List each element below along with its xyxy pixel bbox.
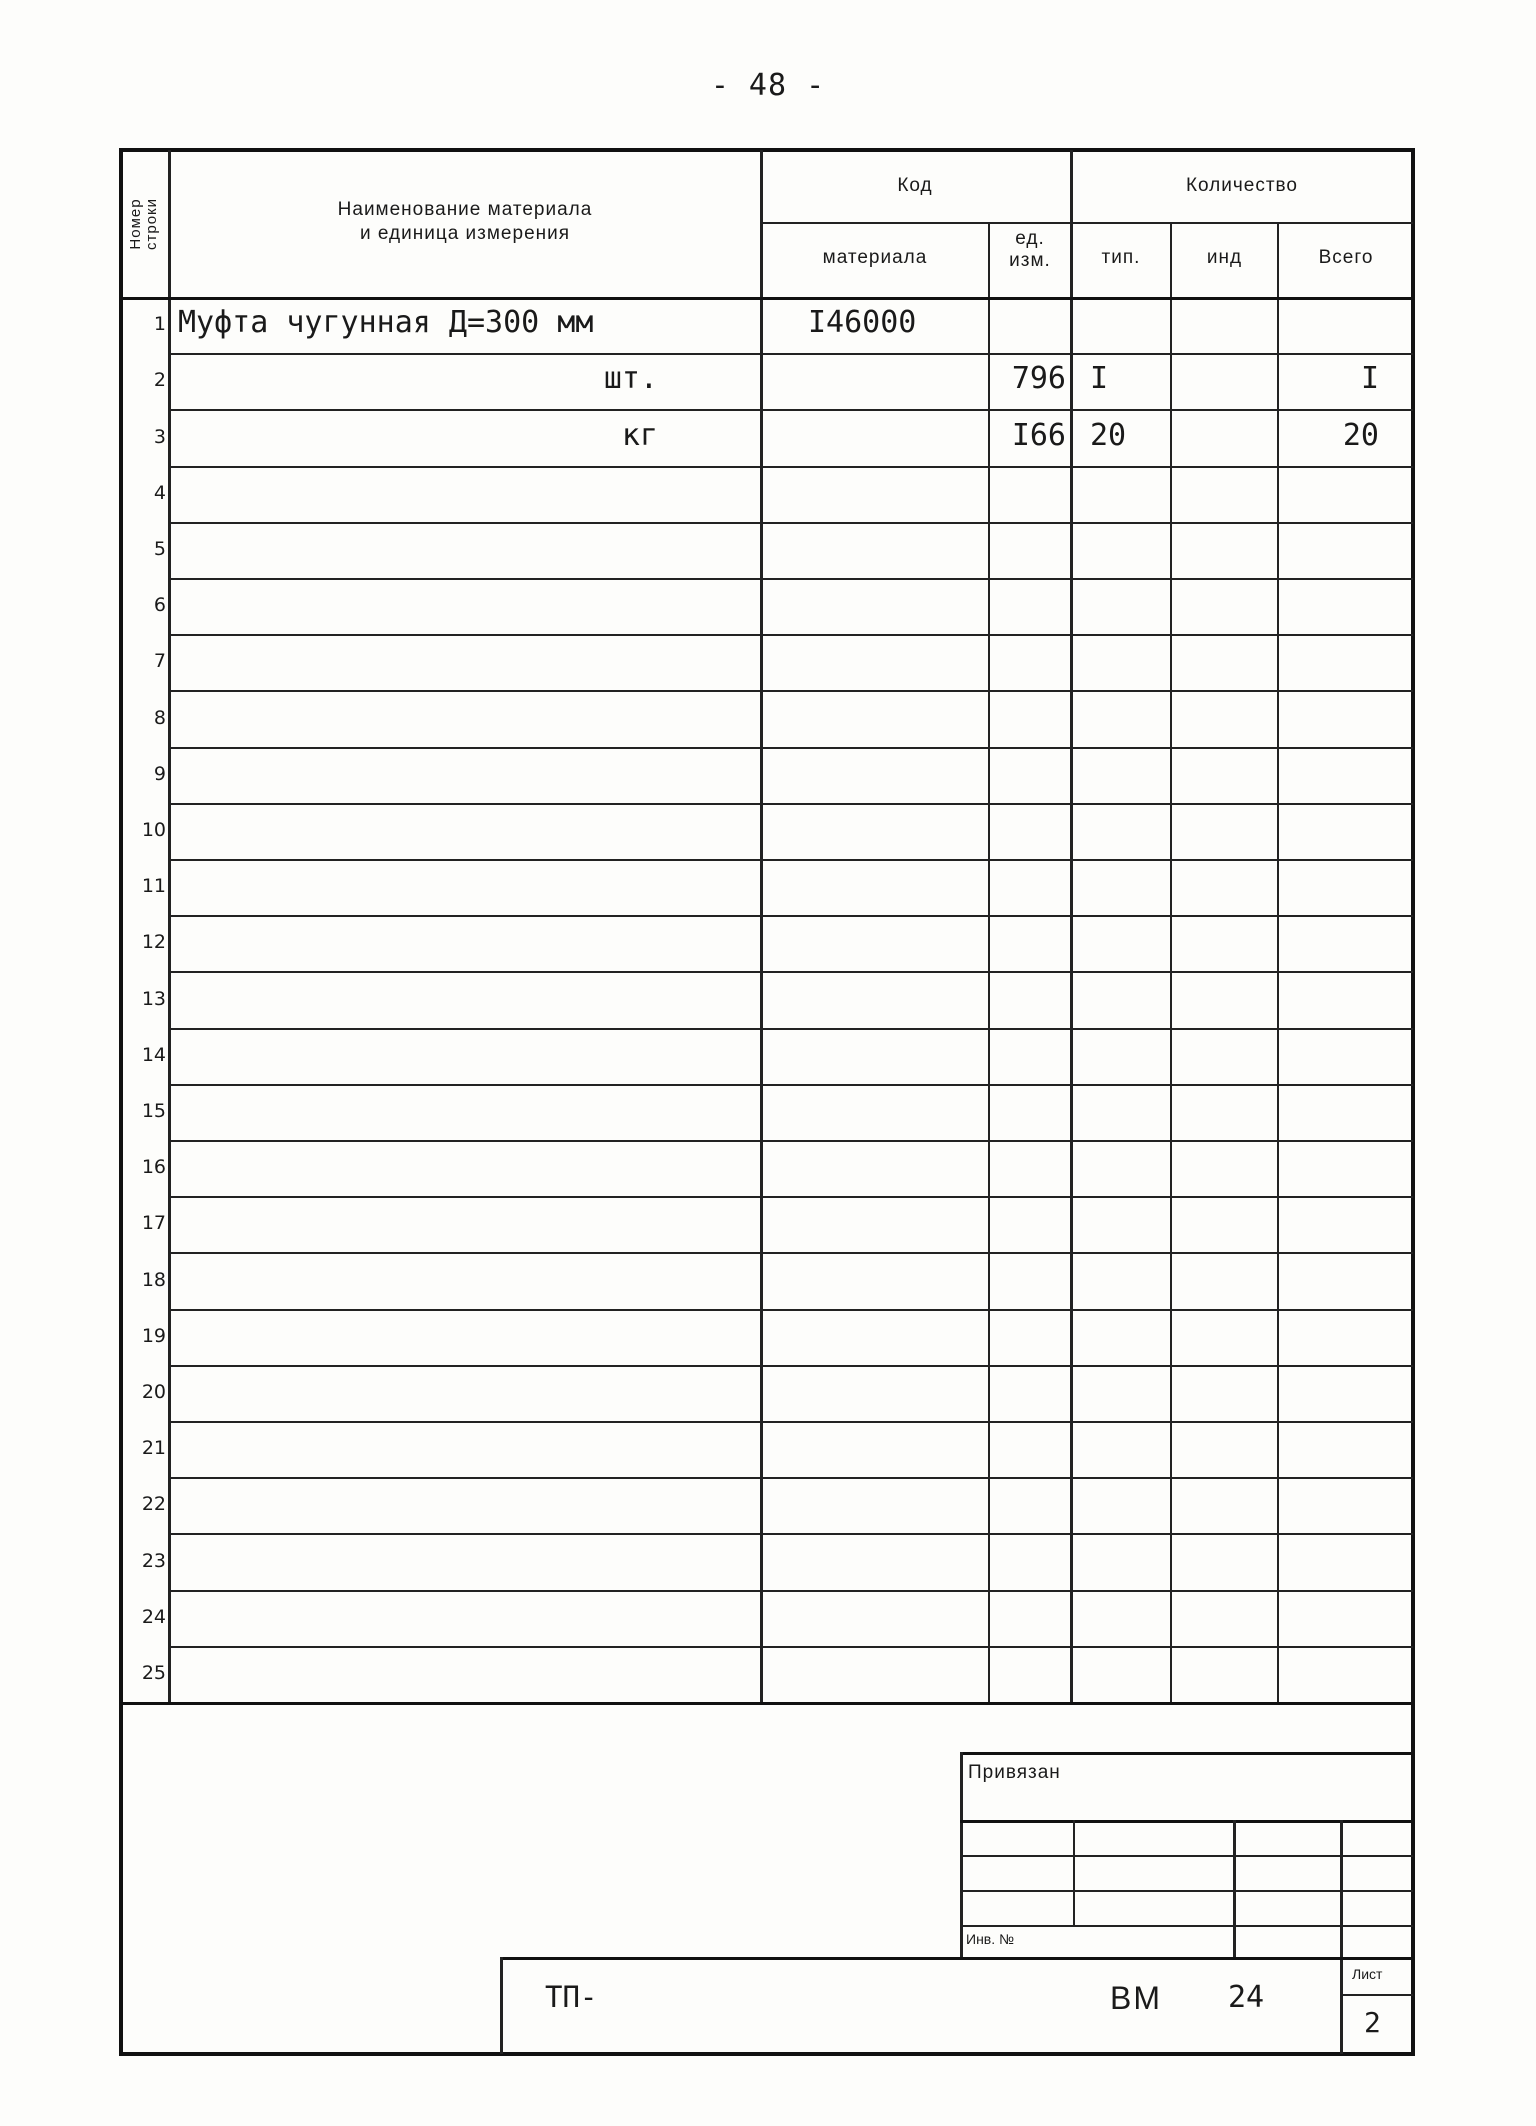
- row-divider: [170, 1140, 1413, 1142]
- row-divider: [170, 466, 1413, 468]
- row-number: 20: [141, 1380, 166, 1403]
- row-qty-typ: 20: [1090, 417, 1127, 453]
- row-number: 1: [153, 313, 166, 336]
- row-divider: [170, 803, 1413, 805]
- row-number: 5: [153, 537, 166, 560]
- row-number: 13: [141, 987, 166, 1010]
- stamp-attached: Привязан: [968, 1762, 1061, 1783]
- header-qty-typ: тип.: [1101, 247, 1141, 268]
- col-divider-name: [760, 150, 763, 1702]
- row-number: 19: [141, 1324, 166, 1347]
- col-divider-typ: [1170, 222, 1172, 1702]
- stamp-col-3: [1340, 1820, 1343, 2054]
- row-number: 2: [153, 369, 166, 392]
- row-number: 23: [141, 1549, 166, 1572]
- row-divider: [170, 915, 1413, 917]
- header-code-unit: ед. изм.: [1009, 228, 1051, 271]
- row-divider: [170, 353, 1413, 355]
- row-divider: [170, 1533, 1413, 1535]
- row-number: 18: [141, 1268, 166, 1291]
- stamp-sheet-divider: [1340, 1994, 1413, 1996]
- col-divider-rownum: [168, 150, 171, 1702]
- stamp-line-3: [960, 1890, 1413, 1892]
- row-number: 24: [141, 1605, 166, 1628]
- stamp-col-1: [1073, 1820, 1075, 1925]
- header-code: Код: [897, 175, 933, 196]
- stamp-mark-number: 24: [1228, 1980, 1265, 2015]
- row-number: 25: [141, 1661, 166, 1684]
- row-number: 3: [153, 425, 166, 448]
- stamp-col-2: [1233, 1820, 1236, 1957]
- header-row-number-label: Номер строки: [127, 197, 160, 250]
- row-divider: [170, 1196, 1413, 1198]
- col-divider-code: [1070, 150, 1073, 1702]
- row-number: 10: [141, 818, 166, 841]
- row-number: 12: [141, 931, 166, 954]
- page-number: - 48 -: [710, 68, 826, 103]
- stamp-line-2: [960, 1855, 1413, 1857]
- row-divider: [170, 522, 1413, 524]
- row-number: 21: [141, 1437, 166, 1460]
- row-unit-code: 796: [1011, 361, 1066, 397]
- row-number: 14: [141, 1043, 166, 1066]
- row-number: 4: [153, 481, 166, 504]
- row-unit-name: шт.: [603, 361, 658, 397]
- row-qty-total: 20: [1342, 417, 1379, 453]
- row-divider: [170, 1365, 1413, 1367]
- row-number: 22: [141, 1493, 166, 1516]
- row-divider: [170, 578, 1413, 580]
- header-qty: Количество: [1185, 175, 1299, 196]
- stamp-mark: ВМ: [1110, 1980, 1162, 2016]
- row-divider: [170, 747, 1413, 749]
- stamp-line-1: [960, 1820, 1413, 1823]
- row-divider: [170, 1590, 1413, 1592]
- row-number: 6: [153, 594, 166, 617]
- stamp-doc-code: ТП-: [545, 1980, 598, 2014]
- row-divider: [170, 409, 1413, 411]
- row-divider: [170, 1421, 1413, 1423]
- row-divider: [170, 1084, 1413, 1086]
- row-qty-total: I: [1360, 361, 1379, 397]
- row-number: 8: [153, 706, 166, 729]
- row-divider: [170, 634, 1413, 636]
- stamp-sheet-number: 2: [1364, 2006, 1381, 2039]
- row-material-code: I46000: [808, 305, 917, 341]
- header-qty-total: Всего: [1318, 247, 1374, 268]
- row-number: 17: [141, 1212, 166, 1235]
- row-number: 15: [141, 1099, 166, 1122]
- header-bottom-line: [121, 297, 1413, 300]
- row-number: 16: [141, 1156, 166, 1179]
- row-divider: [170, 1477, 1413, 1479]
- stamp-inv-no: Инв. №: [966, 1931, 1015, 1947]
- stamp-main-top: [500, 1957, 1413, 1960]
- stamp-main-left: [500, 1957, 503, 2054]
- row-unit-code: I66: [1011, 417, 1066, 453]
- header-subline-code: [760, 222, 1413, 224]
- header-qty-ind: инд: [1206, 247, 1243, 268]
- stamp-line-4: [960, 1925, 1413, 1927]
- header-name: Наименование материала и единица измерения: [337, 199, 593, 244]
- stamp-sheet-label: Лист: [1352, 1966, 1383, 1982]
- row-divider: [170, 1309, 1413, 1311]
- table-bottom-line: [121, 1702, 1413, 1705]
- stamp-line-top: [960, 1752, 1413, 1755]
- row-divider: [170, 690, 1413, 692]
- row-divider: [170, 1646, 1413, 1648]
- row-divider: [170, 1252, 1413, 1254]
- row-divider: [170, 859, 1413, 861]
- row-divider: [170, 1028, 1413, 1030]
- row-qty-typ: I: [1090, 361, 1109, 397]
- header-row-number: [120, 150, 168, 297]
- row-divider: [170, 971, 1413, 973]
- header-code-material: материала: [822, 247, 928, 268]
- row-unit-name: кг: [621, 417, 658, 453]
- row-number: 9: [153, 762, 166, 785]
- row-number: 11: [141, 875, 166, 898]
- row-number: 7: [153, 650, 166, 673]
- row-name: Муфта чугунная Д=300 мм: [178, 305, 594, 341]
